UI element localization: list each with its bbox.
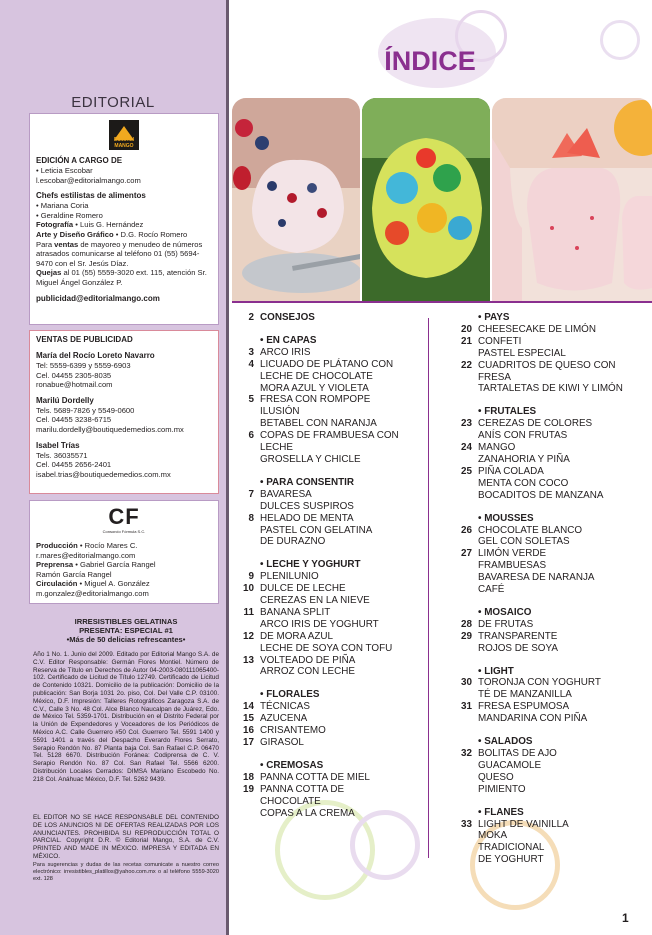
credit-foto: Fotografía • Luis G. Hernández <box>36 220 144 230</box>
index-entry-title: • LECHE Y YOGHURT <box>260 559 361 571</box>
index-entry <box>452 372 623 384</box>
index-entry-title: ANÍS CON FRUTAS <box>478 430 568 442</box>
index-page-number: 12 <box>243 630 254 642</box>
index-entry <box>452 842 623 854</box>
index-title: ÍNDICE <box>384 46 476 76</box>
index-page-number <box>234 454 260 466</box>
index-page-number: 5 <box>248 394 254 406</box>
index-entry-title: ARCO IRIS <box>260 346 311 358</box>
index-entry <box>234 525 399 537</box>
index-entry <box>452 784 623 796</box>
cf-logo: CF <box>108 504 140 529</box>
index-entry <box>234 701 399 713</box>
index-spacer <box>234 324 399 335</box>
index-entry <box>452 560 623 572</box>
index-entry <box>452 383 623 395</box>
credit-chefs: Chefs estilistas de alimentos • Mariana Coria • Geraldine Romero <box>36 191 146 220</box>
index-section-heading <box>452 807 623 819</box>
index-entry-title: GEL CON SOLETAS <box>478 536 570 548</box>
index-entry-title: • FRUTALES <box>478 406 537 418</box>
index-entry <box>234 595 399 607</box>
index-section-heading <box>452 607 623 619</box>
index-page-number <box>234 418 260 430</box>
index-page-number: 27 <box>461 548 472 560</box>
index-entry-title: DULCE DE LECHE <box>260 583 346 595</box>
index-entry <box>234 406 399 418</box>
index-page-number: 26 <box>461 524 472 536</box>
index-entry <box>234 347 399 359</box>
index-entry-title: ZANAHORIA Y PIÑA <box>478 453 570 465</box>
index-entry-title: LECHE <box>260 442 293 454</box>
index-entry-title: CEREZAS DE COLORES <box>478 418 593 430</box>
index-entry-title: BANANA SPLIT <box>260 606 331 618</box>
index-spacer <box>452 395 623 406</box>
index-page-number <box>452 772 478 784</box>
index-page-number: 21 <box>461 335 472 347</box>
index-entry <box>234 442 399 454</box>
index-entry <box>452 525 623 537</box>
index-entry-title: PANNA COTTA DE <box>260 783 345 795</box>
index-entry <box>452 336 623 348</box>
index-page-number <box>452 713 478 725</box>
index-spacer <box>452 596 623 607</box>
index-spacer <box>452 655 623 666</box>
index-entry-title: FRESA CON ROMPOPE <box>260 394 371 406</box>
index-page-number: 10 <box>243 583 254 595</box>
index-page-number <box>234 335 260 347</box>
index-page-number: 15 <box>243 713 254 725</box>
index-page-number <box>234 406 260 418</box>
index-spacer <box>234 678 399 689</box>
index-entry <box>234 501 399 513</box>
index-entry-title: HELADO DE MENTA <box>260 512 354 524</box>
index-page-number: 33 <box>461 818 472 830</box>
index-page-number: 6 <box>248 430 254 442</box>
index-entry <box>452 713 623 725</box>
index-entry-title: ARROZ CON LECHE <box>260 666 355 678</box>
index-spacer <box>452 502 623 513</box>
index-entry-title: CRISANTEMO <box>260 725 326 737</box>
index-entry <box>452 430 623 442</box>
index-page-number <box>452 760 478 772</box>
index-entry-title: PASTEL CON GELATINA <box>260 524 373 536</box>
index-column-left <box>234 312 399 819</box>
index-column-right <box>452 312 623 866</box>
index-page-number <box>452 689 478 701</box>
index-page-number <box>452 830 478 842</box>
index-page-number <box>234 689 260 701</box>
index-entry <box>452 584 623 596</box>
deco-circle <box>600 20 640 60</box>
index-page-number <box>452 666 478 678</box>
index-entry <box>234 796 399 808</box>
index-entry <box>452 854 623 866</box>
column-separator <box>428 318 429 858</box>
index-entry-title: DE FRUTAS <box>478 618 534 630</box>
editorial-title: EDITORIAL <box>71 94 155 111</box>
index-entry <box>452 772 623 784</box>
index-entry <box>234 583 399 595</box>
index-page-number: 17 <box>243 737 254 748</box>
index-entry-title: PIÑA COLADA <box>478 465 544 477</box>
index-entry <box>452 442 623 454</box>
index-entry-title: • PAYS <box>478 312 510 323</box>
index-entry <box>234 725 399 737</box>
index-page-number <box>234 595 260 607</box>
ad-sales-title: VENTAS DE PUBLICIDAD <box>36 335 133 344</box>
index-entry-title: FRESA ESPUMOSA <box>478 701 570 713</box>
index-entry-title: MANDARINA CON PIÑA <box>478 713 588 725</box>
index-page-number: 25 <box>461 465 472 477</box>
index-entry-title: TARTALETAS DE KIWI Y LIMÓN <box>478 383 623 395</box>
index-entry-title: ARCO IRIS DE YOGHURT <box>260 618 379 630</box>
index-page-number: 14 <box>243 701 254 713</box>
index-page-number <box>234 808 260 820</box>
index-spacer <box>452 725 623 736</box>
index-page-number: 19 <box>243 783 254 795</box>
index-section-heading <box>452 312 623 324</box>
index-page-number: 16 <box>243 725 254 737</box>
photo-fruit-gelatin <box>362 98 490 301</box>
index-entry-title: TRADICIONAL <box>478 842 545 854</box>
index-entry-title: GIRASOL <box>260 737 304 748</box>
credits-box <box>29 113 219 325</box>
index-entry-title: • MOUSSES <box>478 512 534 524</box>
index-entry-title: BOCADITOS DE MANZANA <box>478 489 604 501</box>
index-entry-title: GUACAMOLE <box>478 759 542 771</box>
index-entry-title: LICUADO DE PLÁTANO CON <box>260 358 394 370</box>
disclaimer: EL EDITOR NO SE HACE RESPONSABLE DEL CONTENIDO DE LOS ANUNCIOS NI DE OFERTAS REALIZADAS POR LOS ANUNCIANTES. PROHIBIDA SU REPRODUCCIÓN TOTAL O PARCIAL. Copyright D.R. © Editorial Mango, S.A. de C.V. PRINTED AND MADE IN MÉXICO. IMPRESA Y EDITADA EN MÉXICO. <box>33 814 219 860</box>
index-entry-title: • FLORALES <box>260 689 320 701</box>
index-entry-title: • SALADOS <box>478 736 533 748</box>
index-entry <box>234 394 399 406</box>
contact-isabel: Isabel Trías Tels. 36035571 Cel. 04455 2656-2401 isabel.trias@boutiquedemedios.com.mx <box>36 440 171 479</box>
index-entry-title: GROSELLA Y CHICLE <box>260 453 361 465</box>
index-entry-title: MORA AZUL Y VIOLETA <box>260 382 369 394</box>
index-entry <box>234 666 399 678</box>
index-entry <box>234 454 399 466</box>
index-page-number <box>234 796 260 808</box>
index-page-number <box>452 536 478 548</box>
index-page-number <box>234 383 260 395</box>
index-entry-title: • LIGHT <box>478 665 514 677</box>
index-page-number: 20 <box>461 323 472 335</box>
sidebar-divider <box>226 0 229 935</box>
legal-text: Año 1 No. 1. Junio del 2009. Editado por Editorial Mango S.A. de C.V. Editor Responsable: Germán Flores Montiel. Número de Reserva de Título en Derechos de Autor 04-2003-080111065400-102. Certificado de Licitud de Título 12749. Certificado de Licitud de Contenido 10321. Domicilio de la publicación: Domicilio de la publicación: San Borja 1031 2o. piso, Col. Del Valle C.P. 03100. México, D.F. Impresión: Talleres Rotográficos Zaragoza S.A. de C.V., Calle 3 No. 48 Col. Alce Blanco Naucalpan de Juárez, Edo. de México Tel. 5359-1701. Distribución en el Distrito Federal por la Unión de Expendedores y Voceadores de los Periódicos de México A.C. Calle Guerrero #50 Col. Guerrero Tel. 5591 1400 y 5591 1401 a través del Despacho Everardo Flores Serrato, Serapio Rendón No. 87 Planta baja Col. San Rafael C.P. 06470 Tel. 5128 6670. Distribución Foránea: Codiprensa de C. V. Serapio Rendón No. 87 Col. San Rafael Tel. 5566 6200. Distribución Locales Cerrados: DIMSA Mariano Escobedo No. 218 Col. Anáhuac México, D.F. Tel. 5262 9439. <box>33 651 219 783</box>
index-entry <box>234 784 399 796</box>
index-page-number: 13 <box>243 654 254 666</box>
contact-marilu: Marilú Dordelly Tels. 5689-7826 y 5549-0600 Cel. 04455 3238-6715 marilu.dordelly@boutiquedemedios.com.mx <box>36 395 184 434</box>
index-entry-title: • EN CAPAS <box>260 334 317 346</box>
index-page-number <box>452 406 478 418</box>
index-page-number: 18 <box>243 771 254 783</box>
index-entry <box>234 643 399 655</box>
index-entry-title: COPAS A LA CREMA <box>260 807 355 819</box>
index-page-number <box>452 383 478 395</box>
index-page-number: 8 <box>248 512 254 524</box>
index-page-number <box>452 560 478 572</box>
index-entry <box>452 619 623 631</box>
index-page-number <box>452 807 478 819</box>
index-page-number: 30 <box>461 677 472 689</box>
index-entry <box>234 772 399 784</box>
index-entry <box>234 655 399 667</box>
index-page-number: 24 <box>461 442 472 454</box>
index-page-number: 31 <box>461 701 472 713</box>
index-entry-title: CONFETI <box>478 335 522 347</box>
index-page-number <box>234 477 260 489</box>
index-page-number <box>452 454 478 466</box>
index-page-number <box>234 371 260 383</box>
index-section-heading <box>452 513 623 525</box>
index-entry-title: LECHE DE CHOCOLATE <box>260 370 373 382</box>
credit-editor: EDICIÓN A CARGO DE • Leticia Escobar l.escobar@editorialmango.com <box>36 156 141 185</box>
index-entry <box>452 830 623 842</box>
production-box <box>29 500 219 604</box>
index-page-number: 32 <box>461 748 472 759</box>
credit-produccion: Producción • Rocío Mares C. <box>36 541 138 550</box>
index-entry <box>452 418 623 430</box>
index-entry-title: LIGHT DE VAINILLA <box>478 818 569 830</box>
index-entry-title: CAFÉ <box>478 584 505 596</box>
index-section-heading <box>234 689 399 701</box>
index-entry-title: QUESO <box>478 771 514 783</box>
index-page-number <box>452 643 478 655</box>
index-entry <box>452 572 623 584</box>
index-entry-title: MOKA <box>478 830 508 842</box>
index-entry <box>234 418 399 430</box>
index-page-number <box>452 312 478 324</box>
index-entry-title: LIMÓN VERDE <box>478 548 547 560</box>
index-entry-title: MENTA CON COCO <box>478 477 569 489</box>
index-entry-title: • MOSAICO <box>478 606 532 618</box>
index-page-number <box>234 501 260 513</box>
circulacion-email: m.gonzalez@editorialmango.com <box>36 588 149 598</box>
preprensa-name2: Ramón García Rangel <box>36 569 112 579</box>
index-entry-title: • FLANES <box>478 806 524 818</box>
index-entry-title: TÉ DE MANZANILLA <box>478 689 572 701</box>
cf-logo-subtitle: Consorcio Fórmula S.C. <box>102 529 146 534</box>
credit-circulacion: Circulación • Miguel A. González <box>36 579 150 589</box>
index-entry <box>452 360 623 372</box>
editorial-mango-logo: Editorial MANGO <box>109 120 139 150</box>
index-page-number: 11 <box>243 606 254 618</box>
index-section-heading <box>452 736 623 748</box>
index-entry-title: TORONJA CON YOGHURT <box>478 677 601 689</box>
index-page-number: 22 <box>461 359 472 371</box>
index-page-number: 4 <box>248 358 254 370</box>
index-section-heading <box>234 760 399 772</box>
index-entry-title: PASTEL ESPECIAL <box>478 347 566 359</box>
index-section-heading <box>234 559 399 571</box>
index-entry-title: TRANSPARENTE <box>478 630 558 642</box>
index-entry <box>234 430 399 442</box>
index-page-number <box>452 607 478 619</box>
index-entry <box>234 383 399 395</box>
page-number: 1 <box>622 911 629 925</box>
index-entry <box>452 643 623 655</box>
ad-sales-box <box>29 330 219 494</box>
index-entry-title: FRAMBUESAS <box>478 560 547 572</box>
index-entry <box>234 619 399 631</box>
index-page-number <box>234 760 260 772</box>
photo-grapefruit-mousse <box>492 98 652 301</box>
index-entry <box>234 489 399 501</box>
index-entry-title: CHEESECAKE DE LIMÓN <box>478 323 596 335</box>
index-section-heading <box>452 666 623 678</box>
index-entry <box>452 701 623 713</box>
index-page-number: 28 <box>461 618 472 630</box>
credit-arte: Arte y Diseño Gráfico • D.G. Rocío Romero <box>36 229 188 239</box>
index-page-number <box>452 736 478 748</box>
index-entry <box>452 324 623 336</box>
index-entry <box>234 808 399 820</box>
index-entry-title: CHOCOLATE <box>260 795 321 807</box>
index-entry-title: CEREZAS EN LA NIEVE <box>260 595 370 607</box>
index-entry <box>234 631 399 643</box>
index-entry <box>452 466 623 478</box>
index-entry <box>234 536 399 548</box>
index-section-heading <box>234 335 399 347</box>
index-entry-title: ROJOS DE SOYA <box>478 642 558 654</box>
index-entry <box>452 490 623 502</box>
index-entry-title: BOLITAS DE AJO <box>478 748 557 759</box>
index-page-number <box>452 842 478 854</box>
index-page-number <box>234 619 260 631</box>
index-entry <box>452 748 623 760</box>
index-entry-title: COPAS DE FRAMBUESA CON <box>260 430 399 442</box>
index-page-number <box>234 525 260 537</box>
index-entry-title: CONSEJOS <box>260 312 315 323</box>
index-section-heading <box>234 477 399 489</box>
index-entry-title: BAVARESA DE NARANJA <box>478 572 595 584</box>
index-entry-title: FRESA <box>478 371 511 383</box>
index-entry <box>452 548 623 560</box>
photo-berry-dessert <box>232 98 360 301</box>
index-spacer <box>234 548 399 559</box>
index-page-number <box>452 513 478 525</box>
index-entry-title: BETABEL CON NARANJA <box>260 418 377 430</box>
index-entry-title: LECHE DE SOYA CON TOFU <box>260 642 393 654</box>
index-entry <box>234 737 399 749</box>
index-entry-title: DE YOGHURT <box>478 854 544 866</box>
index-entry <box>452 348 623 360</box>
index-entry <box>234 371 399 383</box>
index-page-number <box>452 478 478 490</box>
index-spacer <box>234 749 399 760</box>
index-entry <box>452 819 623 831</box>
index-section-heading <box>234 312 399 324</box>
index-entry-title: CUADRITOS DE QUESO CON <box>478 359 616 371</box>
index-entry-title: DE DURAZNO <box>260 536 326 548</box>
index-entry-title: • CREMOSAS <box>260 759 324 771</box>
index-entry-title: ILUSIÓN <box>260 406 300 418</box>
index-entry <box>452 689 623 701</box>
ventas-info: Para ventas de mayoreo y menudeo de números atrasados comunicarse al teléfono 01 (55) 5694-9470 con el Sr. Jesús Díaz. <box>36 239 203 268</box>
index-page-number <box>234 536 260 548</box>
index-page-number: 23 <box>461 418 472 430</box>
index-entry-title: PIMIENTO <box>478 783 526 795</box>
publication-title: IRRESISTIBLES GELATINAS PRESENTA: ESPECIAL #1 •Más de 50 delicias refrescantes• <box>66 617 186 645</box>
index-entry <box>234 607 399 619</box>
index-page-number <box>452 584 478 596</box>
index-page-number: 29 <box>461 630 472 642</box>
index-section-heading <box>452 406 623 418</box>
index-entry <box>234 359 399 371</box>
index-entry-title: PLENILUNIO <box>260 571 319 583</box>
index-entry <box>234 513 399 525</box>
index-entry <box>452 677 623 689</box>
index-entry-title: TÉCNICAS <box>260 701 310 713</box>
index-page-number <box>452 348 478 360</box>
index-entry-title: CHOCOLATE BLANCO <box>478 524 583 536</box>
index-page-number <box>452 430 478 442</box>
index-page-number <box>234 643 260 655</box>
index-page-number <box>234 666 260 678</box>
deco-ring <box>350 810 420 880</box>
index-page-number <box>452 784 478 796</box>
contact-rocio: María del Rocío Loreto Navarro Tel: 5559-6399 y 5559-6903 Cel. 04455 2305-8035 ronabue@hotmail.com <box>36 351 155 390</box>
index-spacer <box>452 796 623 807</box>
credit-preprensa: Preprensa • Gabriel García Rangel <box>36 560 156 570</box>
index-entry <box>234 713 399 725</box>
index-entry-title: DE MORA AZUL <box>260 630 333 642</box>
index-spacer <box>234 466 399 477</box>
index-page-number: 3 <box>248 346 254 358</box>
index-page-number <box>452 372 478 384</box>
index-entry-title: VOLTEADO DE PIÑA <box>260 654 356 666</box>
index-entry-title: MANGO <box>478 442 516 454</box>
index-entry <box>234 571 399 583</box>
index-page-number <box>234 442 260 454</box>
index-entry <box>452 631 623 643</box>
index-page-number <box>452 490 478 502</box>
publicidad-email: publicidad@editorialmango.com <box>36 293 160 303</box>
index-page-number <box>234 559 260 571</box>
produccion-email: r.mares@editorialmango.com <box>36 550 136 560</box>
index-page-number: 7 <box>248 488 254 500</box>
index-entry-title: DULCES SUSPIROS <box>260 500 354 512</box>
index-page-number <box>452 854 478 866</box>
index-entry <box>452 536 623 548</box>
index-page-number: 9 <box>248 571 254 583</box>
index-entry <box>452 478 623 490</box>
index-entry-title: AZUCENA <box>260 713 308 725</box>
index-entry <box>452 760 623 772</box>
index-page-number: 2 <box>248 312 254 323</box>
index-entry-title: • PARA CONSENTIR <box>260 476 354 488</box>
index-entry-title: PANNA COTTA DE MIEL <box>260 771 370 783</box>
index-entry-title: BAVARESA <box>260 488 312 500</box>
index-entry <box>452 454 623 466</box>
photo-strip-border <box>232 301 652 303</box>
index-page-number <box>452 572 478 584</box>
suggestions-note: Para sugerencias y dudas de las recetas comunicate a nuestro correo electrónico: irresistibles_platillos@yahoo.com.mx o al teléfono 5559-3020 ext. 128 <box>33 862 219 882</box>
quejas-info: Quejas al 01 (55) 5559-3020 ext. 115, atención Sr. Miguel Ángel González P. <box>36 268 207 287</box>
